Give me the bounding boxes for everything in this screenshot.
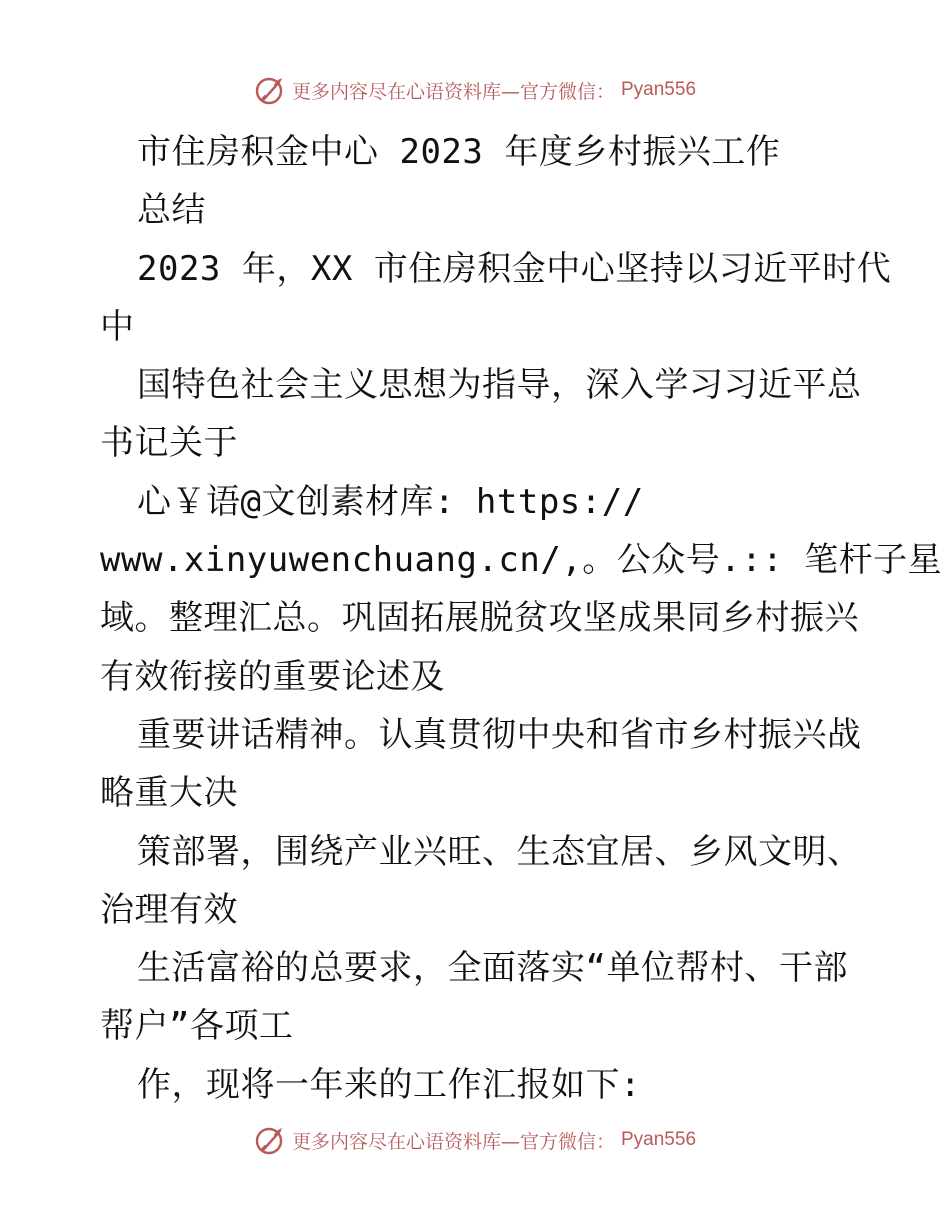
text-line: 域。整理汇总。巩固拓展脱贫攻坚成果同乡村振兴 — [100, 598, 859, 639]
text-line: 市住房积金中心 2023 年度乡村振兴工作 — [137, 132, 781, 172]
quill-pen-logo-icon — [254, 1124, 286, 1156]
text-line: 心￥语@文创素材库: https:// — [137, 481, 644, 522]
text-line: 总结 — [137, 190, 206, 231]
text-line: 书记关于 — [100, 423, 238, 464]
banner-wechat-id: Pyan556 — [621, 79, 697, 100]
text-line: 治理有效 — [100, 889, 238, 930]
text-line: 2023 年，XX 市住房积金中心坚持以习近平时代 — [137, 248, 892, 289]
text-line: 重要讲话精神。认真贯彻中央和省市乡村振兴战 — [137, 714, 862, 755]
text-line: 有效衔接的重要论述及 — [100, 656, 445, 697]
banner-content — [254, 74, 696, 106]
banner-text: 更多内容尽在心语资料库—官方微信： — [291, 80, 615, 103]
text-line: 略重大决 — [100, 773, 238, 814]
text-line: 生活富裕的总要求，全面落实“单位帮村、干部 — [137, 948, 848, 989]
text-line: 策部署，围绕产业兴旺、生态宜居、乡风文明、 — [137, 831, 862, 872]
banner-wechat-id: Pyan556 — [621, 1129, 697, 1150]
quill-pen-logo-icon — [254, 74, 286, 106]
header-banner — [0, 70, 950, 110]
document-body — [100, 123, 943, 1114]
text-line: www.xinyuwenchuang.cn/,。公众号.:: 笔杆子星 — [100, 540, 943, 581]
text-line: 作，现将一年来的工作汇报如下: — [137, 1064, 641, 1105]
footer-banner — [0, 1120, 950, 1160]
text-line: 中 — [100, 306, 135, 347]
text-line: 国特色社会主义思想为指导，深入学习习近平总 — [137, 365, 862, 406]
text-line: 帮户”各项工 — [100, 1006, 294, 1047]
banner-content — [254, 1124, 696, 1156]
banner-text: 更多内容尽在心语资料库—官方微信： — [291, 1130, 615, 1153]
